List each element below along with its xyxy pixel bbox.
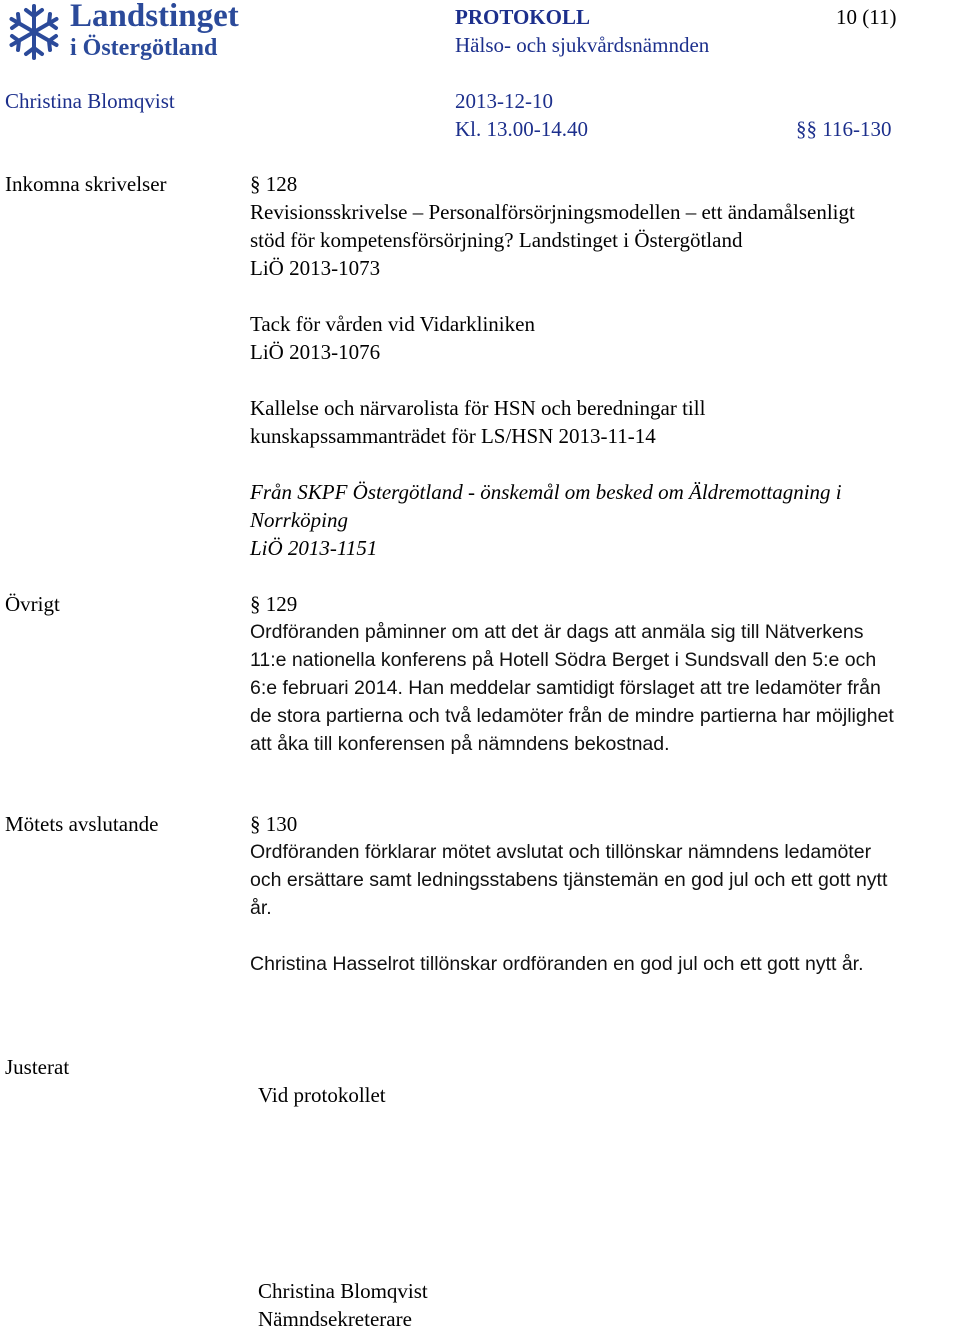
body-line: 11:e nationella konferens på Hotell Södra Berget i Sundsvall den 5:e och bbox=[250, 649, 877, 671]
doc-type: PROTOKOLL bbox=[455, 5, 590, 29]
item-line: Tack för vården vid Vidarkliniken bbox=[250, 312, 535, 336]
item-kallelse bbox=[250, 394, 960, 450]
paragraph-number-130: § 130 bbox=[250, 812, 298, 836]
meeting-date: 2013-12-10 bbox=[455, 89, 553, 113]
page-number: 10 (11) bbox=[836, 5, 897, 29]
logo-title: Landstinget bbox=[70, 0, 239, 34]
item-reference: LiÖ 2013-1076 bbox=[250, 340, 381, 364]
avslutande-body bbox=[250, 838, 960, 922]
closing-wishes: Christina Hasselrot tillönskar ordföranden en god jul och ett gott nytt år. bbox=[250, 953, 864, 975]
snowflake-emblem-icon bbox=[4, 2, 64, 62]
section-heading-ovrigt: Övrigt bbox=[5, 592, 60, 616]
body-line: och ersättare samt ledningsstabens tjänstemän en god jul och ett gott nytt bbox=[250, 869, 888, 891]
section-heading-inkomna: Inkomna skrivelser bbox=[5, 172, 167, 196]
item-line: Från SKPF Östergötland - önskemål om besked om Äldremottagning i bbox=[250, 480, 842, 504]
item-line: Kallelse och närvarolista för HSN och beredningar till bbox=[250, 396, 706, 420]
vid-protokollet-label: Vid protokollet bbox=[258, 1083, 386, 1107]
logo-subtitle: i Östergötland bbox=[70, 35, 218, 61]
item-revisionsskrivelse bbox=[250, 198, 960, 282]
item-line: stöd för kompetensförsörjning? Landstinget i Östergötland bbox=[250, 228, 743, 252]
paragraph-range: §§ 116-130 bbox=[796, 117, 892, 141]
landstinget-logo bbox=[4, 2, 254, 64]
body-line: Ordföranden påminner om att det är dags att anmäla sig till Nätverkens bbox=[250, 621, 864, 643]
body-line: de stora partierna och två ledamöter från de mindre partierna har möjlighet bbox=[250, 705, 894, 727]
ovrigt-body bbox=[250, 618, 960, 758]
body-line: år. bbox=[250, 897, 272, 919]
justerat-label: Justerat bbox=[5, 1055, 70, 1079]
item-reference: LiÖ 2013-1073 bbox=[250, 256, 381, 280]
signer-title: Nämndsekreterare bbox=[258, 1307, 412, 1331]
author-name: Christina Blomqvist bbox=[5, 89, 175, 113]
item-line: kunskapssammanträdet för LS/HSN 2013-11-14 bbox=[250, 424, 656, 448]
item-reference: LiÖ 2013-1151 bbox=[250, 536, 378, 560]
meeting-time: Kl. 13.00-14.40 bbox=[455, 117, 588, 141]
item-line: Norrköping bbox=[250, 508, 349, 532]
paragraph-number-129: § 129 bbox=[250, 592, 298, 616]
body-line: Ordföranden förklarar mötet avslutat och tillönskar nämndens ledamöter bbox=[250, 841, 872, 863]
body-line: att åka till konferensen på nämndens bekostnad. bbox=[250, 733, 670, 755]
committee-name: Hälso- och sjukvårdsnämnden bbox=[455, 33, 710, 57]
signer-name: Christina Blomqvist bbox=[258, 1279, 428, 1303]
paragraph-number-128: § 128 bbox=[250, 172, 298, 196]
item-line: Revisionsskrivelse – Personalförsörjningsmodellen – ett ändamålsenligt bbox=[250, 200, 855, 224]
item-vidarkliniken bbox=[250, 310, 960, 366]
item-skpf bbox=[250, 478, 960, 562]
body-line: 6:e februari 2014. Han meddelar samtidigt förslaget att tre ledamöter från bbox=[250, 677, 881, 699]
section-heading-avslutande: Mötets avslutande bbox=[5, 812, 159, 836]
